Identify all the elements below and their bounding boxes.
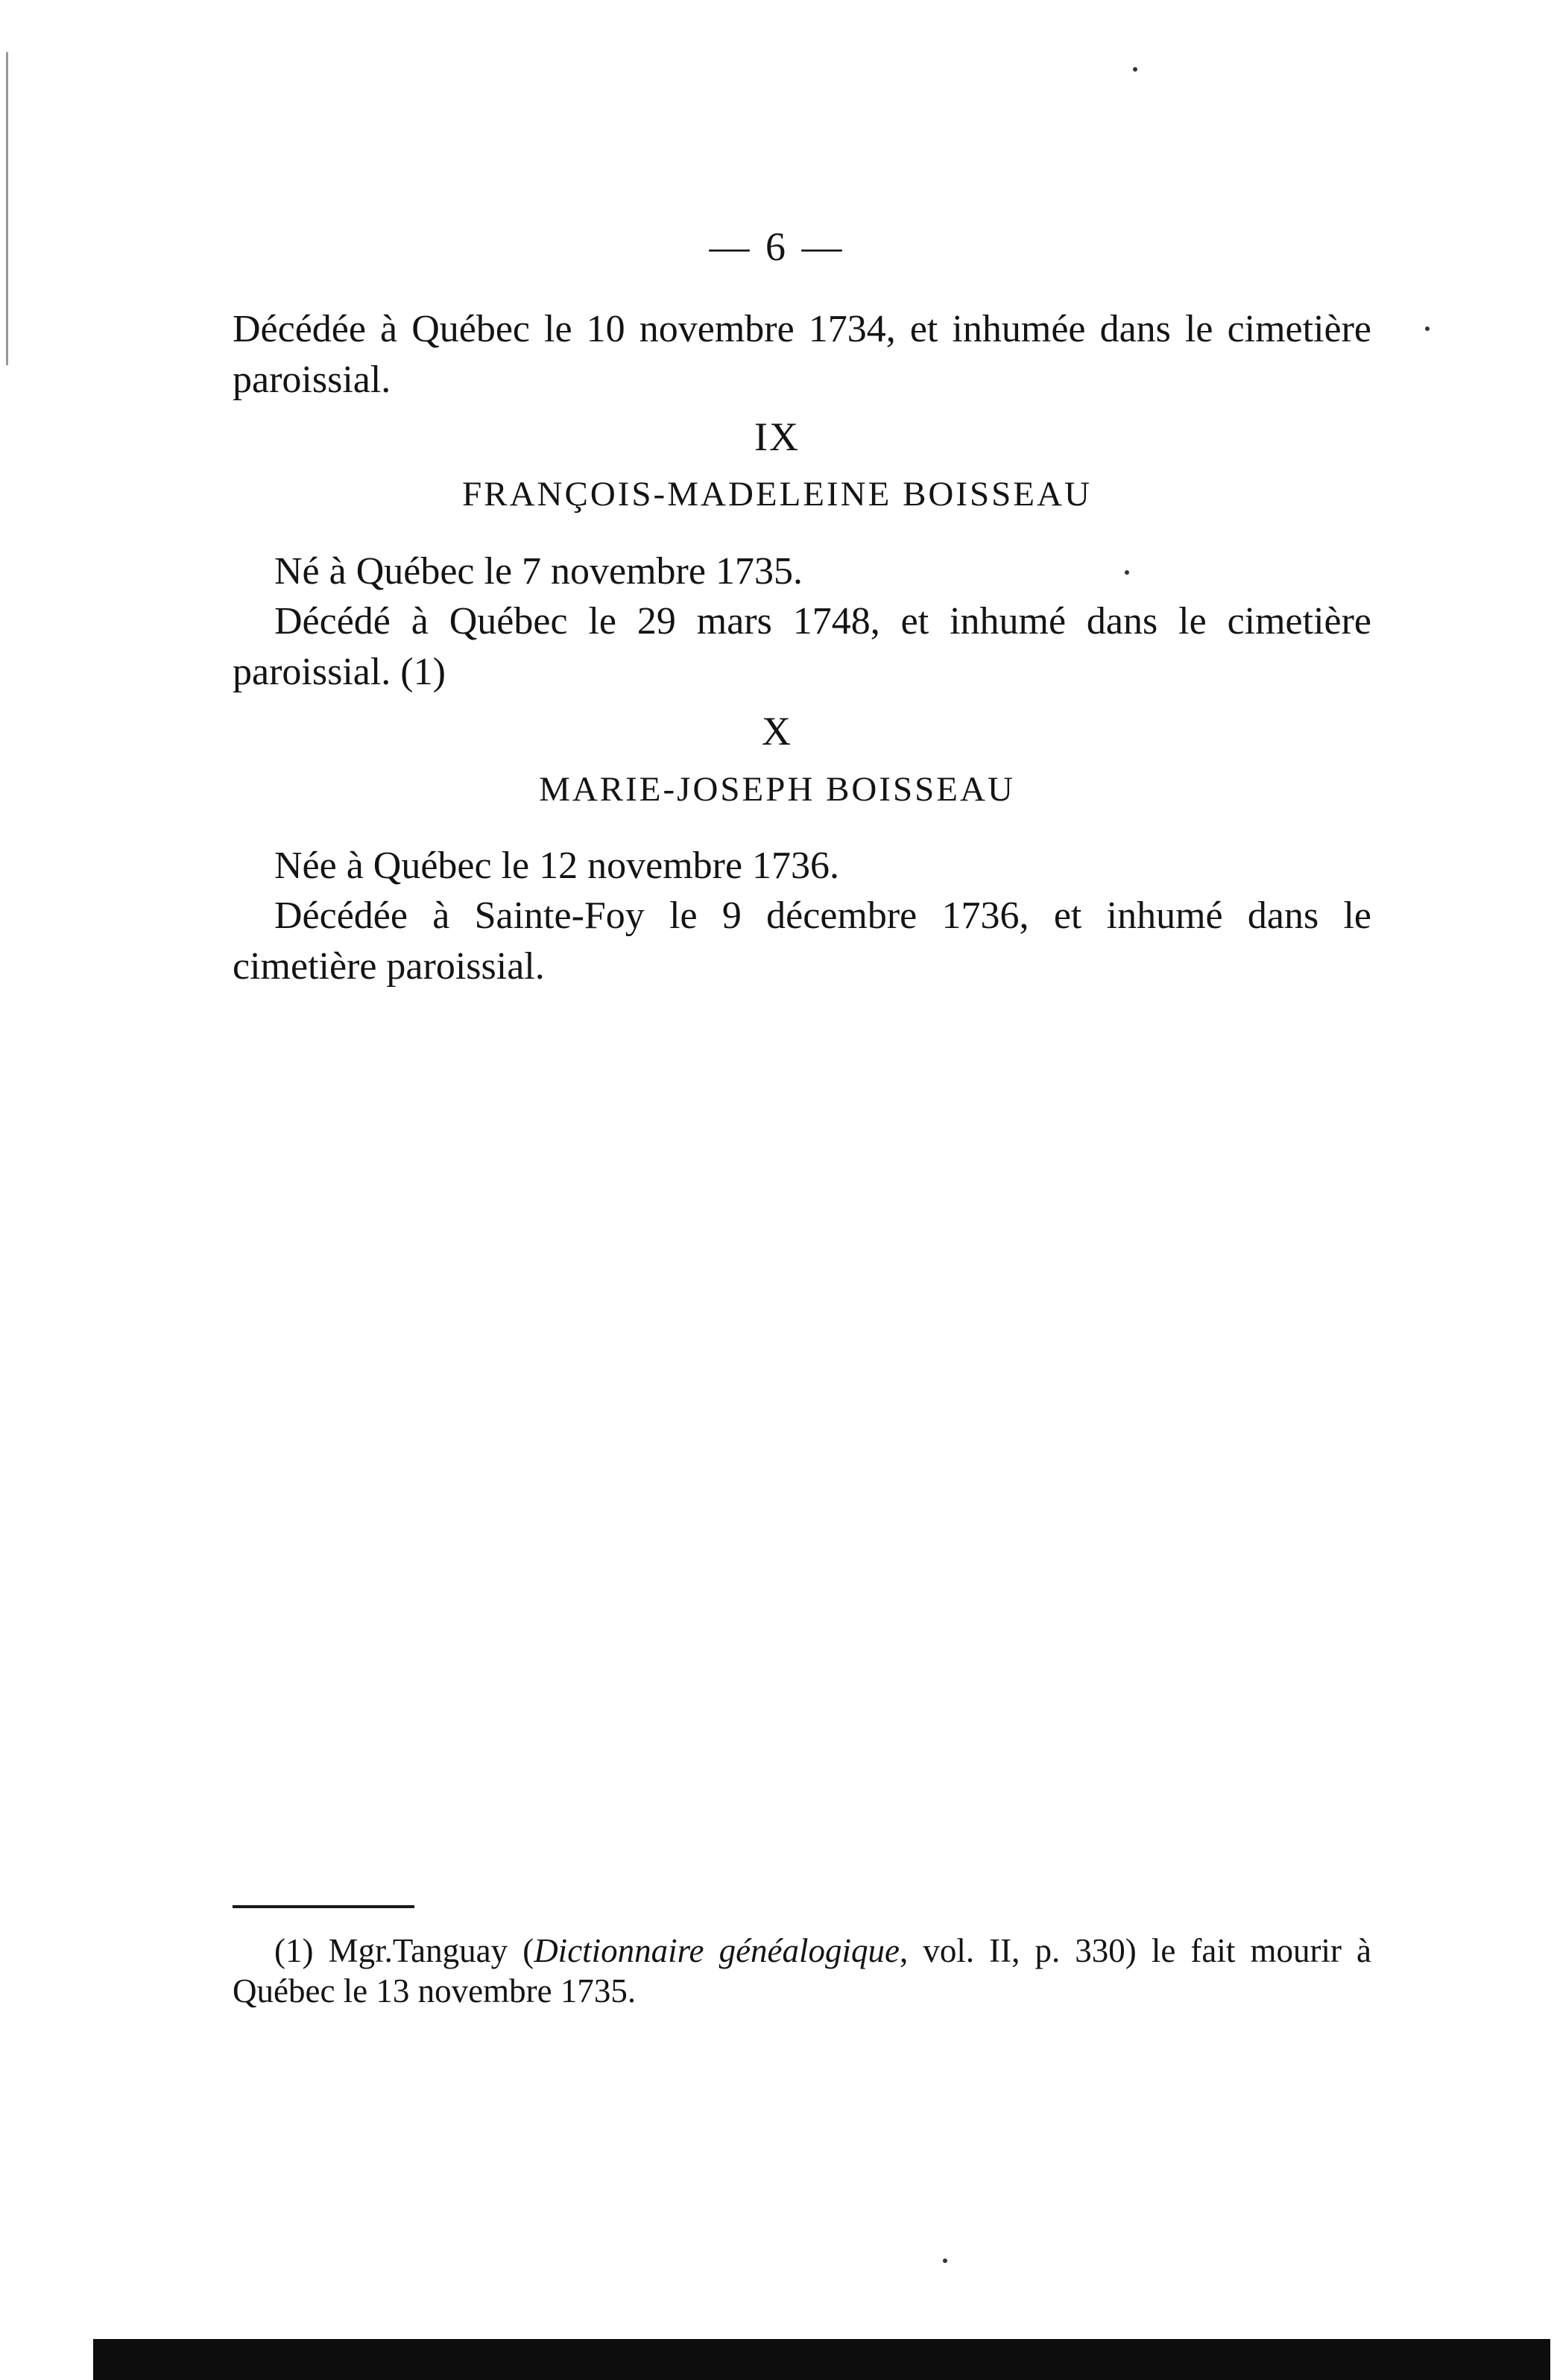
footnote-work-title: Dictionnaire généalogique (534, 1932, 900, 1969)
footnote-suffix: , vol. II, p. 330) le fait mourir à Québec le 13 novembre 1735. (233, 1932, 1371, 2010)
entry-continuation-death: Décédée à Québec le 10 novembre 1734, et inhumée dans le cimetière paroissial. (233, 308, 1371, 401)
entry-ix-birth: Né à Québec le 7 novembre 1735. (274, 550, 803, 593)
entry-x-birth: Née à Québec le 12 novembre 1736. (274, 845, 840, 887)
entry-x-death: Décédée à Sainte-Foy le 9 décembre 1736, et inhumé dans le cimetière paroissial. (233, 894, 1371, 988)
scan-speck (1133, 67, 1137, 72)
scan-edge-marks (6, 52, 22, 365)
entry-ix-name: FRANÇOIS-MADELEINE BOISSEAU (462, 475, 1092, 514)
footnote (233, 1931, 1371, 2011)
scan-speck (943, 2259, 947, 2263)
entry-x-numeral: X (762, 709, 792, 754)
page-number: — 6 — (709, 224, 845, 269)
footnote-rule (233, 1905, 414, 1908)
footnote-prefix: (1) Mgr.Tanguay ( (274, 1932, 534, 1969)
entry-x-name: MARIE-JOSEPH BOISSEAU (539, 770, 1015, 809)
scan-speck (1425, 326, 1430, 331)
entry-ix-death: Décédé à Québec le 29 mars 1748, et inhumé dans le cimetière paroissial. (1) (233, 600, 1371, 693)
scan-speck (1125, 570, 1129, 575)
scan-bottom-bar (93, 2339, 1550, 2380)
entry-ix-numeral: IX (754, 414, 800, 459)
